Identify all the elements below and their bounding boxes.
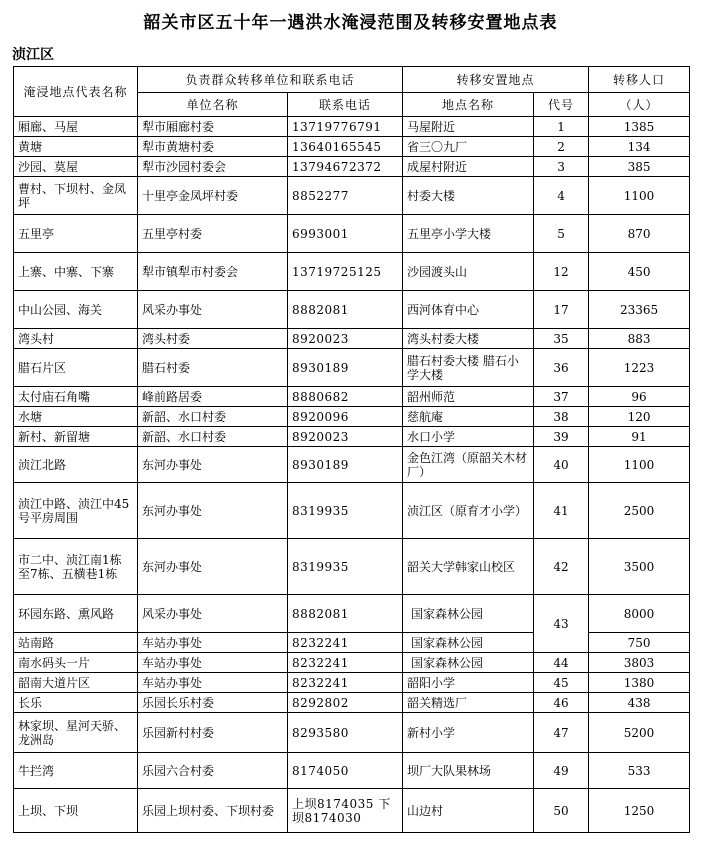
table-row [14,483,690,539]
cell-population: 533 [589,753,690,789]
cell-unit: 乐园长乐村委 [138,693,288,713]
cell-unit: 风采办事处 [138,291,288,329]
cell-phone: 8232241 [288,653,403,673]
district-label: 浈江区 [12,47,54,63]
cell-site: 省三〇九厂 [403,137,534,157]
cell-site: 成屋村附近 [403,157,534,177]
cell-unit: 犁市镇犁市村委会 [138,253,288,291]
cell-population: 96 [589,387,690,407]
cell-area: 厢廊、马屋 [14,117,138,137]
cell-population: 2500 [589,483,690,539]
cell-unit: 车站办事处 [138,673,288,693]
cell-site: 韶阳小学 [403,673,534,693]
cell-code: 43 [534,595,589,653]
cell-code: 4 [534,177,589,215]
cell-phone: 8930189 [288,447,403,483]
cell-area: 湾头村 [14,329,138,349]
cell-phone: 8174050 [288,753,403,789]
cell-area: 腊石片区 [14,349,138,387]
cell-area: 新村、新留塘 [14,427,138,447]
cell-code: 41 [534,483,589,539]
table-row [14,407,690,427]
cell-unit: 车站办事处 [138,653,288,673]
cell-site: 湾头村委大楼 [403,329,534,349]
cell-phone: 8852277 [288,177,403,215]
cell-unit: 五里亭村委 [138,215,288,253]
cell-area: 浈江中路、浈江中45号平房周围 [14,483,138,539]
table-row [14,177,690,215]
cell-phone: 8232241 [288,633,403,653]
cell-area: 市二中、浈江南1栋至7栋、五横巷1栋 [14,539,138,595]
cell-phone: 8232241 [288,673,403,693]
table-row [14,253,690,291]
cell-population: 91 [589,427,690,447]
cell-site: 韶关精选厂 [403,693,534,713]
cell-area: 中山公园、海关 [14,291,138,329]
cell-population: 1100 [589,177,690,215]
header-population-unit: （人） [589,93,690,117]
table-row [14,117,690,137]
cell-area: 曹村、下坝村、金凤坪 [14,177,138,215]
table-row [14,157,690,177]
table-row [14,447,690,483]
cell-site: 韶州师范 [403,387,534,407]
header-phone: 联系电话 [288,93,403,117]
cell-code: 3 [534,157,589,177]
table-row [14,693,690,713]
cell-site: 韶关大学韩家山校区 [403,539,534,595]
cell-population: 23365 [589,291,690,329]
cell-population: 8000 [589,595,690,633]
cell-code: 5 [534,215,589,253]
cell-code: 40 [534,447,589,483]
cell-phone: 上坝8174035 下坝8174030 [288,789,403,833]
cell-area: 长乐 [14,693,138,713]
cell-phone: 13719776791 [288,117,403,137]
cell-site: 慈航庵 [403,407,534,427]
header-site-name: 地点名称 [403,93,534,117]
cell-population: 883 [589,329,690,349]
cell-code: 37 [534,387,589,407]
cell-unit: 东河办事处 [138,447,288,483]
cell-unit: 十里亭金凤坪村委 [138,177,288,215]
cell-unit: 车站办事处 [138,633,288,653]
table-row [14,713,690,753]
cell-area: 沙园、莫屋 [14,157,138,177]
table-row [14,137,690,157]
cell-population: 1223 [589,349,690,387]
cell-phone: 8880682 [288,387,403,407]
table-row [14,215,690,253]
cell-population: 385 [589,157,690,177]
cell-site: 沙园渡头山 [403,253,534,291]
cell-phone: 13719725125 [288,253,403,291]
table-row [14,595,690,633]
cell-area: 环园东路、熏风路 [14,595,138,633]
cell-population: 450 [589,253,690,291]
cell-population: 5200 [589,713,690,753]
cell-phone: 8293580 [288,713,403,753]
cell-area: 浈江北路 [14,447,138,483]
cell-site: 金色江湾（原韶关木材厂） [403,447,534,483]
cell-phone: 8882081 [288,595,403,633]
cell-population: 870 [589,215,690,253]
cell-area: 上坝、下坝 [14,789,138,833]
cell-phone: 8920096 [288,407,403,427]
cell-site: 坝厂大队果林场 [403,753,534,789]
cell-site: 水口小学 [403,427,534,447]
table-row [14,427,690,447]
cell-site: 新村小学 [403,713,534,753]
cell-unit: 东河办事处 [138,483,288,539]
cell-code: 39 [534,427,589,447]
cell-site: 马屋附近 [403,117,534,137]
cell-code: 44 [534,653,589,673]
cell-population: 1380 [589,673,690,693]
cell-code: 1 [534,117,589,137]
cell-site: 浈江区（原育才小学） [403,483,534,539]
cell-unit: 腊石村委 [138,349,288,387]
cell-unit: 犁市黄塘村委 [138,137,288,157]
cell-code: 45 [534,673,589,693]
cell-area: 牛拦湾 [14,753,138,789]
cell-population: 120 [589,407,690,427]
cell-phone: 8930189 [288,349,403,387]
cell-phone: 8920023 [288,427,403,447]
cell-site: 山边村 [403,789,534,833]
page-title: 韶关市区五十年一遇洪水淹浸范围及转移安置地点表 [143,13,558,33]
table-row [14,673,690,693]
cell-site: 西河体育中心 [403,291,534,329]
cell-unit: 风采办事处 [138,595,288,633]
cell-unit: 新韶、水口村委 [138,407,288,427]
header-flood-area: 淹浸地点代表名称 [14,67,138,117]
cell-phone: 6993001 [288,215,403,253]
cell-code: 2 [534,137,589,157]
table-row [14,387,690,407]
cell-code: 46 [534,693,589,713]
cell-population: 1385 [589,117,690,137]
cell-area: 林家坝、星河天骄、龙洲岛 [14,713,138,753]
cell-code: 47 [534,713,589,753]
cell-code: 35 [534,329,589,349]
cell-unit: 峰前路居委 [138,387,288,407]
cell-population: 1100 [589,447,690,483]
resettlement-table [13,66,690,833]
cell-phone: 8319935 [288,539,403,595]
table-row [14,291,690,329]
cell-phone: 13794672372 [288,157,403,177]
cell-unit: 乐园新村村委 [138,713,288,753]
cell-unit: 犁市厢廊村委 [138,117,288,137]
table-row [14,349,690,387]
cell-unit: 乐园六合村委 [138,753,288,789]
header-responsible: 负责群众转移单位和联系电话 [138,67,403,93]
cell-area: 水塘 [14,407,138,427]
cell-phone: 8920023 [288,329,403,349]
cell-phone: 8292802 [288,693,403,713]
cell-phone: 8882081 [288,291,403,329]
cell-phone: 13640165545 [288,137,403,157]
cell-code: 36 [534,349,589,387]
table-row [14,633,690,653]
cell-phone: 8319935 [288,483,403,539]
cell-area: 南水码头一片 [14,653,138,673]
cell-code: 17 [534,291,589,329]
header-unit-name: 单位名称 [138,93,288,117]
cell-unit: 东河办事处 [138,539,288,595]
cell-unit: 湾头村委 [138,329,288,349]
cell-site: 国家森林公园 [403,633,534,653]
header-code: 代号 [534,93,589,117]
cell-area: 太付庙石角嘴 [14,387,138,407]
cell-unit: 乐园上坝村委、下坝村委 [138,789,288,833]
cell-population: 3500 [589,539,690,595]
table-row [14,789,690,833]
cell-site: 村委大楼 [403,177,534,215]
cell-population: 750 [589,633,690,653]
cell-population: 1250 [589,789,690,833]
cell-area: 上寨、中寨、下寨 [14,253,138,291]
cell-site: 国家森林公园 [403,595,534,633]
cell-site: 国家森林公园 [403,653,534,673]
cell-site: 五里亭小学大楼 [403,215,534,253]
header-population: 转移人口 [589,67,690,93]
cell-unit: 犁市沙园村委会 [138,157,288,177]
cell-area: 站南路 [14,633,138,653]
cell-code: 50 [534,789,589,833]
cell-area: 五里亭 [14,215,138,253]
table-row [14,329,690,349]
table-row [14,653,690,673]
table-row [14,753,690,789]
cell-code: 38 [534,407,589,427]
cell-population: 134 [589,137,690,157]
cell-code: 12 [534,253,589,291]
cell-area: 黄塘 [14,137,138,157]
table-row [14,539,690,595]
cell-code: 49 [534,753,589,789]
cell-population: 438 [589,693,690,713]
cell-unit: 新韶、水口村委 [138,427,288,447]
cell-code: 42 [534,539,589,595]
cell-population: 3803 [589,653,690,673]
cell-area: 韶南大道片区 [14,673,138,693]
cell-site: 腊石村委大楼 腊石小学大楼 [403,349,534,387]
header-resettle: 转移安置地点 [403,67,589,93]
